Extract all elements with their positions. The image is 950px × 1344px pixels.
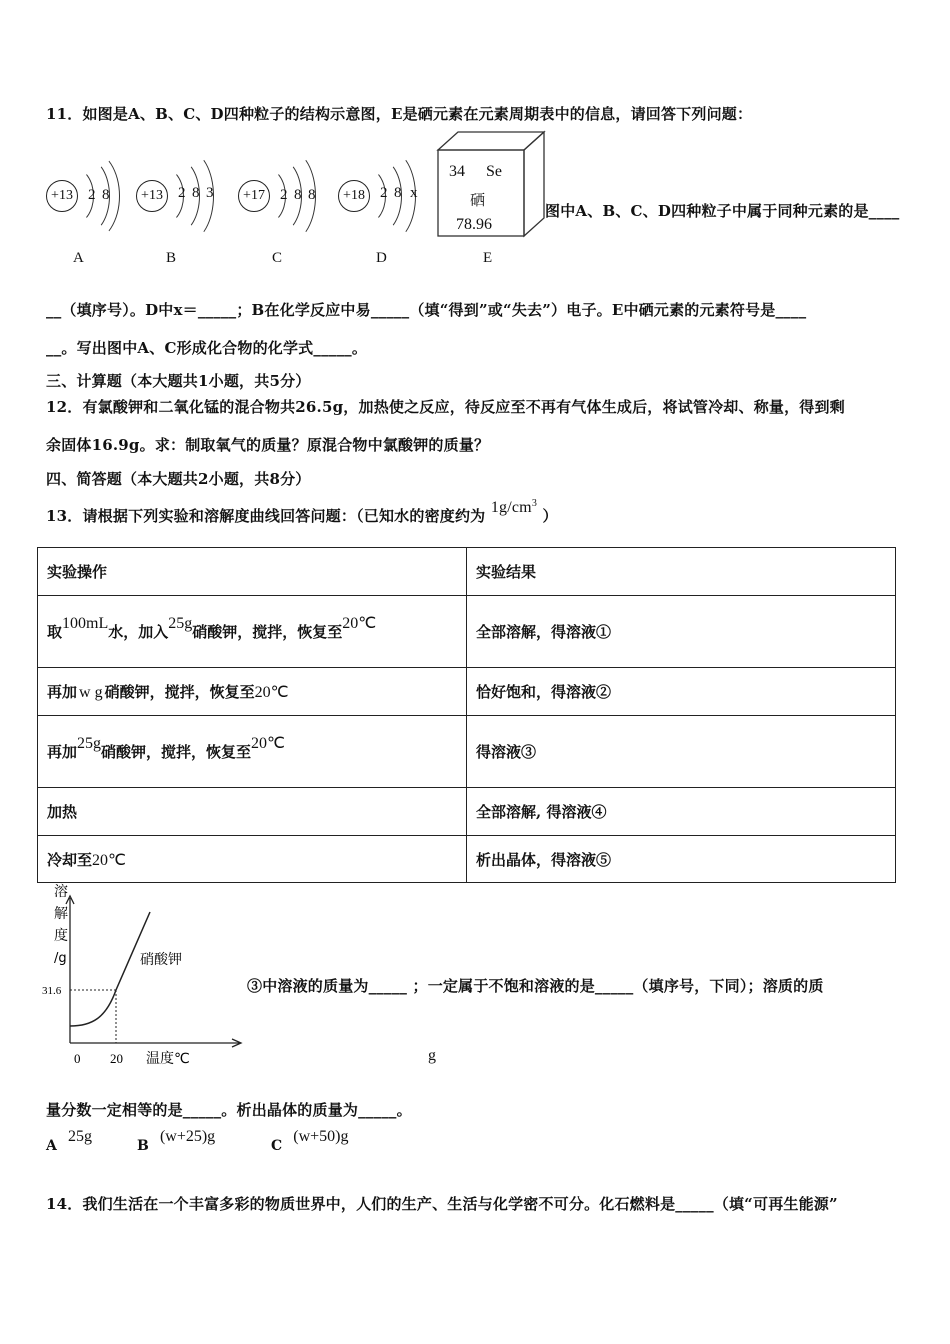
- q13-density: [491, 499, 537, 516]
- ylabel-char: 溶: [54, 884, 68, 900]
- q13-intro: [46, 498, 558, 526]
- atom-d-nucleus: +18: [338, 180, 370, 212]
- table-row: [38, 596, 896, 668]
- atom-d-shell-2: 8: [394, 185, 402, 201]
- ylabel-unit: /g: [54, 951, 67, 966]
- element-box-3d: [436, 130, 548, 242]
- q12-line2: 余固体16.9g。求：制取氧气的质量？原混合物中氯酸钾的质量？: [46, 436, 490, 454]
- element-number: 34: [449, 163, 465, 180]
- q13-intro-text: 13．请根据下列实验和溶解度曲线回答问题：（已知水的密度约为: [46, 507, 486, 525]
- atom-c-shell-3: 8: [308, 187, 316, 203]
- atom-b-diagram: [136, 140, 226, 270]
- cell-text: 硝酸钾，搅拌，恢复至: [101, 743, 252, 761]
- ylabel-char: 度: [54, 928, 68, 944]
- atom-a-label: A: [73, 250, 84, 266]
- x-tick-0: 0: [74, 1051, 81, 1066]
- atom-d-shell-1: 2: [380, 185, 388, 201]
- table-header-row: [38, 548, 896, 596]
- table-row: [38, 836, 896, 883]
- table-header-cell: 实验操作: [38, 548, 467, 596]
- q13-close: ）: [542, 507, 558, 525]
- table-cell: 全部溶解, 得溶液④: [467, 788, 896, 836]
- table-cell: 全部溶解，得溶液①: [467, 596, 896, 668]
- element-mass: 78.96: [456, 216, 492, 233]
- q14-text: 14．我们生活在一个丰富多彩的物质世界中，人们的生产、生活与化学密不可分。化石燃料是_____（填“可再生能源”: [46, 1195, 838, 1213]
- solubility-chart: [40, 880, 250, 1075]
- cell-text: 取: [47, 623, 63, 641]
- q13-density-value: 1g/cm: [490, 499, 532, 516]
- table-cell: 得溶液③: [467, 716, 896, 788]
- cell-text: 水，加入: [108, 623, 169, 641]
- cell-temp: 20℃: [92, 851, 126, 869]
- q12-line1: 12．有氯酸钾和二氧化锰的混合物共26.5g，加热使之反应，待反应至不再有气体生成后，将试管冷却、称量，得到剩: [46, 398, 845, 416]
- atom-b-nucleus: +13: [136, 180, 168, 212]
- table-cell: [38, 596, 467, 668]
- experiment-table: [37, 547, 896, 883]
- option-c-value: (w+50)g: [293, 1128, 349, 1145]
- atom-a-diagram: [46, 140, 126, 270]
- cell-text: 硝酸钾，搅拌，恢复至: [104, 683, 255, 701]
- atom-c-diagram: [238, 140, 328, 270]
- x-axis-label: 温度℃: [146, 1051, 190, 1067]
- q13-questions-line2: 量分数一定相等的是_____。析出晶体的质量为_____。: [46, 1101, 412, 1119]
- curve-label: 硝酸钾: [140, 952, 182, 968]
- q11-line2: __（填序号）。D中x＝_____；B在化学反应中易_____（填“得到”或“失去”）电子。E中硒元素的元素符号是____: [46, 301, 807, 319]
- option-a: [46, 1128, 92, 1155]
- q13-unit-g: g: [428, 1047, 436, 1064]
- cell-text: 冷却至: [47, 850, 93, 869]
- atom-b-label: B: [166, 250, 177, 266]
- table-cell: 析出晶体，得溶液⑤: [467, 836, 896, 883]
- table-row: [38, 716, 896, 788]
- option-a-value: 25g: [67, 1128, 92, 1145]
- cell-volume: 100mL: [62, 615, 109, 632]
- cell-w: w g: [79, 684, 103, 701]
- ylabel-char: 解: [54, 906, 68, 922]
- q13-density-exp: 3: [531, 498, 538, 509]
- cell-temp: 20℃: [251, 735, 285, 752]
- option-b: [137, 1128, 216, 1155]
- y-mark-value: 31.6: [42, 985, 62, 997]
- atom-d-diagram: [338, 140, 428, 270]
- atom-a-nucleus: +13: [46, 180, 78, 212]
- atom-d-shell-3: x: [410, 185, 418, 201]
- section4-heading: 四、简答题（本大题共2小题，共8分）: [46, 470, 311, 488]
- x-tick-20: 20: [110, 1051, 123, 1066]
- section3-heading: 三、计算题（本大题共1小题，共5分）: [46, 372, 311, 390]
- q11-line1: 11．如图是A、B、C、D四种粒子的结构示意图，E是硒元素在元素周期表中的信息，请回答下列问题：: [46, 105, 753, 123]
- atom-c-nucleus: +17: [238, 180, 270, 212]
- table-cell: [38, 716, 467, 788]
- cell-text: 硝酸钾，搅拌，恢复至: [192, 623, 343, 641]
- table-cell: [38, 668, 467, 716]
- atom-c-label: C: [272, 250, 283, 266]
- cell-mass: 25g: [77, 735, 102, 752]
- q13-questions-line1: ③中溶液的质量为_____ ；一定属于不饱和溶液的是_____（填序号，下同）；溶质的质: [247, 977, 824, 995]
- option-b-value: (w+25)g: [159, 1128, 216, 1145]
- element-symbol: Se: [486, 163, 502, 180]
- element-name: 硒: [470, 191, 486, 209]
- option-c: [271, 1128, 349, 1155]
- option-a-letter: A: [46, 1138, 57, 1154]
- q11-side-text: 图中A、B、C、D四种粒子中属于同种元素的是____: [545, 202, 900, 220]
- table-row: [38, 668, 896, 716]
- table-header-cell: 实验结果: [467, 548, 896, 596]
- atom-b-shell-1: 2: [178, 185, 186, 201]
- element-e-label: E: [483, 250, 493, 266]
- atom-a-shell-1: 2: [88, 187, 96, 203]
- atom-b-shell-2: 8: [192, 185, 200, 201]
- table-cell: 加热: [38, 788, 467, 836]
- table-cell: 恰好饱和，得溶液②: [467, 668, 896, 716]
- atom-d-label: D: [376, 250, 387, 266]
- table-cell: [38, 836, 467, 883]
- atom-b-shell-3: 3: [206, 185, 214, 201]
- cell-mass: 25g: [168, 615, 193, 632]
- atom-c-shell-2: 8: [294, 187, 302, 203]
- cell-text: 再加: [47, 743, 78, 761]
- atom-a-shell-2: 8: [102, 187, 110, 203]
- atom-c-shell-1: 2: [280, 187, 288, 203]
- solubility-curve: [70, 912, 150, 1026]
- cell-text: 再加: [47, 683, 78, 701]
- option-c-letter: C: [271, 1138, 283, 1154]
- cell-temp: 20℃: [254, 684, 289, 701]
- option-b-letter: B: [137, 1138, 149, 1154]
- q11-line3: __。写出图中A、C形成化合物的化学式_____。: [46, 339, 368, 357]
- cell-temp: 20℃: [342, 615, 377, 632]
- table-row: [38, 788, 896, 836]
